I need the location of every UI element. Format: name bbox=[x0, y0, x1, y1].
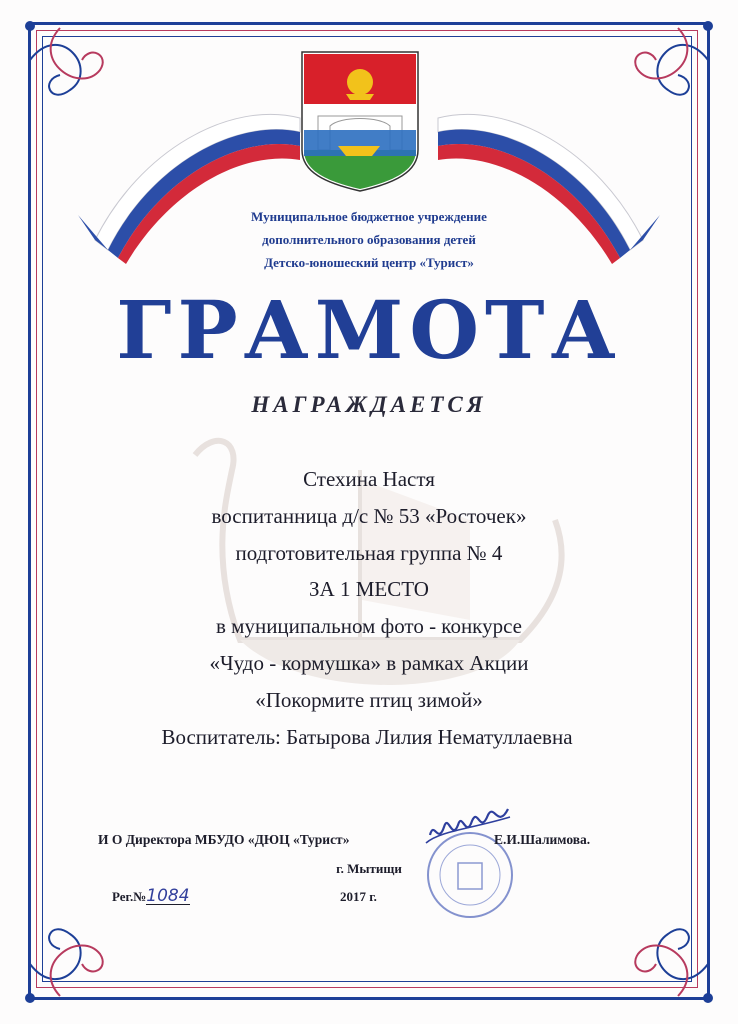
contest-line: в муниципальном фото - конкурсе bbox=[216, 614, 522, 639]
coat-of-arms-icon bbox=[302, 52, 418, 191]
director-title: И О Директора МБУДО «ДЮЦ «Турист» bbox=[98, 832, 350, 847]
director-name: Е.И.Шалимова. bbox=[494, 832, 591, 847]
awarded-heading: НАГРАЖДАЕТСЯ bbox=[251, 392, 487, 417]
corner-ornament-top-right-icon bbox=[635, 22, 712, 95]
city-label: г. Мытищи bbox=[336, 861, 402, 876]
corner-ornament-top-left-icon bbox=[26, 22, 103, 95]
organization-line-2: дополнительного образования детей bbox=[262, 232, 476, 247]
organization-line-1: Муниципальное бюджетное учреждение bbox=[251, 209, 487, 224]
organization-line-3: Детско-юношеский центр «Турист» bbox=[264, 255, 474, 270]
organization-block bbox=[0, 205, 738, 274]
signature-row bbox=[0, 832, 738, 854]
recipient-kindergarten: воспитанница д/с № 53 «Росточек» bbox=[211, 503, 527, 528]
campaign-name: «Покормите птиц зимой» bbox=[255, 687, 483, 712]
corner-ornament-bottom-left-icon bbox=[26, 929, 103, 1002]
registration-number bbox=[112, 888, 190, 905]
certificate-title: ГРАМОТА bbox=[116, 283, 622, 377]
award-place: ЗА 1 МЕСТО bbox=[309, 577, 429, 602]
year-label: 2017 г. bbox=[340, 889, 377, 904]
recipient-block bbox=[0, 461, 738, 755]
recipient-group: подготовительная группа № 4 bbox=[235, 540, 503, 565]
registration-value: 1084 bbox=[146, 886, 190, 906]
contest-name: «Чудо - кормушка» в рамках Акции bbox=[209, 650, 529, 675]
teacher-line: Воспитатель: Батырова Лилия Нематуллаевна bbox=[161, 724, 573, 749]
corner-ornament-bottom-right-icon bbox=[635, 929, 712, 1002]
recipient-name: Стехина Настя bbox=[303, 467, 435, 491]
registration-label: Рег.№ bbox=[112, 889, 147, 904]
